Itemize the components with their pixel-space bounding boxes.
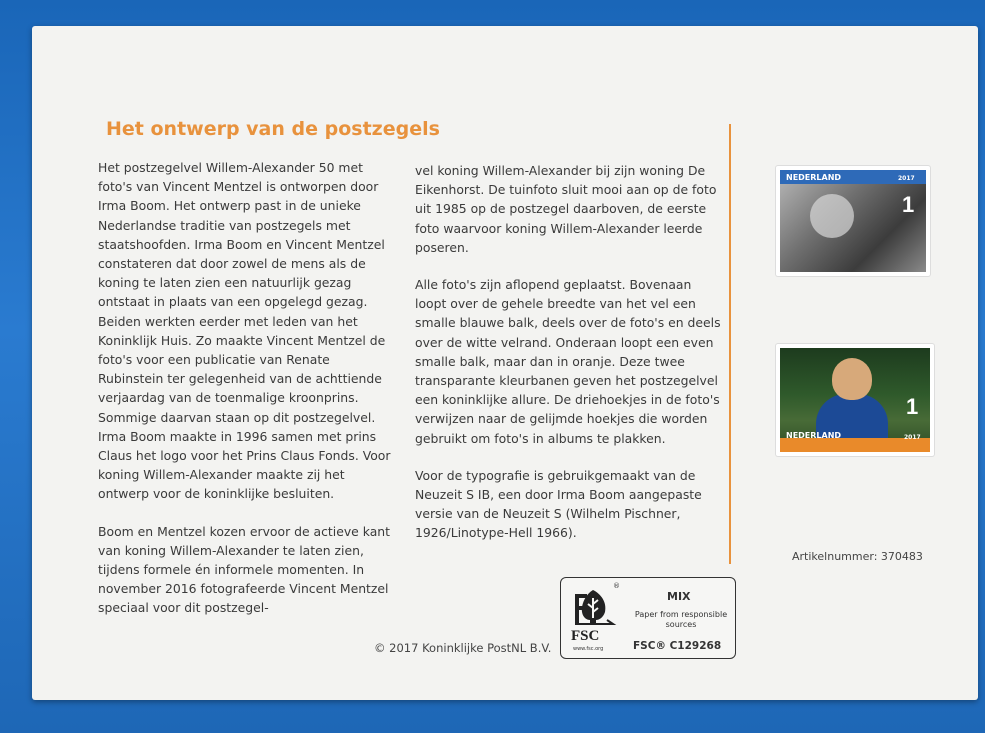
page-title: Het ontwerp van de postzegels [106, 118, 440, 140]
stamp-country: NEDERLAND [786, 431, 842, 440]
copyright-text: © 2017 Koninklijke PostNL B.V. [374, 641, 552, 655]
fsc-mix: MIX [667, 590, 691, 603]
fsc-logo-text: FSC [571, 628, 600, 644]
stamp-year: 2017 [904, 434, 921, 441]
vertical-divider [729, 124, 731, 564]
fsc-tree-icon [569, 584, 617, 632]
fsc-code: FSC® C129268 [633, 640, 722, 652]
paragraph: Alle foto's zijn aflopend geplaatst. Bovenaan loopt over de gehele breedte van het vel een smalle blauwe balk, deels over de foto's en deels over de witte velrand. Onderaan loopt een even smalle balk, maar dan in oranje. Deze twee transparante kleurbanen geven het postzegelvel een koninklijke allure. De driehoekjes in de foto's verwijzen naar de gelijmde hoekjes die worden gebruikt om foto's in albums te plakken. [415, 277, 721, 446]
paragraph: Het postzegelvel Willem-Alexander 50 met foto's van Vincent Mentzel is ontworpen door Irma Boom. Het ontwerp past in de unieke Nederlandse traditie van postzegels met staatshoofden. Irma Boom en Vincent Mentzel constateren dat door zowel de mens als de koning te laten zien een natuurlijk gezag ontstaat in plaats van een opgelegd gezag. Beiden werkten eerder met leden van het Koninklijk Huis. Zo maakte Vincent Mentzel de foto's voor een publicatie van Renate Rubinstein ter gelegenheid van de achttiende verjaardag van de toenmalige kroonprins. Sommige daarvan staan op dit postzegelvel. Irma Boom maakte in 1996 samen met prins Claus het logo voor het Prins Claus Fonds. Voor koning Willem-Alexander maakte zij het ontwerp voor de koninklijke besluiten. [98, 160, 391, 502]
fsc-url: www.fsc.org [573, 646, 604, 652]
registered-mark: ® [613, 582, 620, 590]
paragraph: Voor de typografie is gebruikgemaakt van de Neuzeit S IB, een door Irma Boom aangepaste versie van de Neuzeit S (Wilhelm Pischner, 1926/Linotype-Hell 1966). [415, 467, 702, 541]
postal-card [32, 26, 978, 700]
stamp-portrait-shape [810, 194, 854, 238]
stamp-year: 2017 [898, 175, 915, 182]
fsc-label [560, 577, 736, 659]
stamp-face-shape [832, 358, 872, 400]
stamp-top [776, 166, 930, 276]
paragraph: vel koning Willem-Alexander bij zijn woning De Eikenhorst. De tuinfoto sluit mooi aan op de foto uit 1985 op de postzegel daarboven, de eerste foto waarvoor koning Willem-Alexander leerde poseren. [415, 163, 717, 255]
stamp-country: NEDERLAND [786, 173, 842, 182]
stamp-photo-bw [780, 170, 926, 272]
article-number: Artikelnummer: 370483 [792, 550, 923, 563]
stamp-value: 1 [906, 394, 919, 419]
stamp-bottom [776, 344, 934, 456]
text-column-left [98, 158, 398, 636]
text-column-right [415, 161, 725, 561]
fsc-description: Paper from responsible sources [634, 610, 728, 629]
stamp-photo-color [780, 348, 930, 452]
stamp-value: 1 [902, 192, 915, 217]
paragraph: Boom en Mentzel kozen ervoor de actieve kant van koning Willem-Alexander te laten zien, tijdens formele én informele momenten. In november 2016 fotografeerde Vincent Mentzel speciaal voor dit postzegel- [98, 523, 391, 616]
